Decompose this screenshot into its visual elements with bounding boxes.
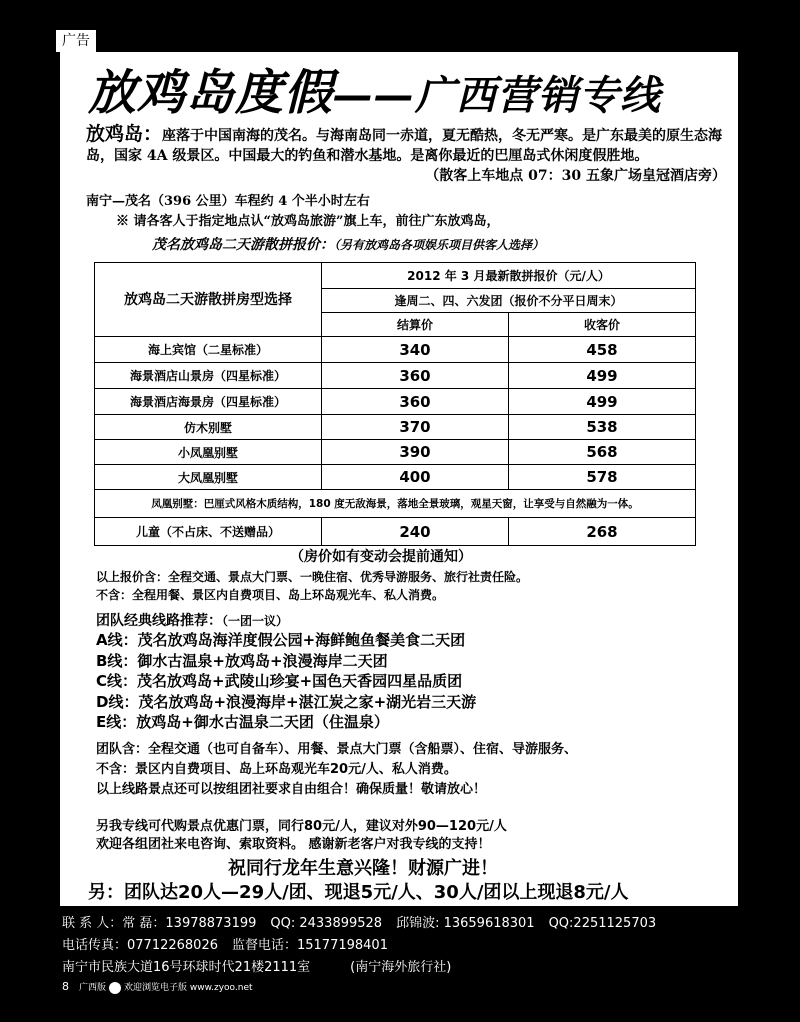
schedule: 逢周二、四、六发团（报价不分平日周末） [394, 294, 623, 308]
retail-price: 458 [508, 337, 695, 363]
col-settle: 结算价 [322, 313, 509, 337]
table-row [95, 389, 696, 415]
recommend-note: （一团一议） [222, 614, 289, 628]
price-header-cell [322, 263, 696, 289]
settle-price: 390 [322, 440, 509, 465]
page-number: 8 [62, 980, 69, 993]
ad-panel [60, 52, 738, 906]
price-table [94, 262, 696, 546]
intro-boarding: （散客上车地点 07：30 五象广场皇冠酒店旁） [425, 168, 726, 184]
contact-qq2: QQ:2251125703 [548, 916, 657, 931]
excludes-text: 不含：全程用餐、景区内自费项目、岛上环岛观光车、私人消费。 [96, 588, 445, 602]
table-row [95, 440, 696, 465]
table-row [95, 465, 696, 490]
room-name: 海景酒店海景房（四星标准） [95, 389, 322, 415]
col-retail: 收客价 [508, 313, 695, 337]
notice-line: ※ 请各客人于指定地点认“放鸡岛旅游”旗上车，前往广东放鸡岛， [116, 214, 500, 229]
ad-tag: 广告 [56, 30, 96, 52]
room-header: 放鸡岛二天游散拼房型选择 [124, 291, 292, 308]
edition-label: 广西版 [79, 983, 107, 993]
team-free-combine: 以上线路景点还可以按组团社要求自由组合！确保质量！敬请放心！ [96, 782, 487, 797]
route-line-a: A线：茂名放鸡岛海洋度假公园+海鲜鲍鱼餐美食二天团 [96, 631, 466, 649]
retail-price: 499 [508, 389, 695, 415]
schedule-cell [322, 289, 696, 313]
table-row [95, 415, 696, 440]
recommend-title: 团队经典线路推荐： [96, 613, 222, 629]
retail-price: 568 [508, 440, 695, 465]
publication-logo-icon [109, 982, 121, 994]
room-name: 海上宾馆（二星标准） [95, 337, 322, 363]
route-line-e: E线：放鸡岛+御水古温泉二天团（住温泉） [96, 713, 389, 732]
route-lines [96, 630, 476, 733]
title-dash: —— [333, 73, 416, 119]
retail-price: 538 [508, 415, 695, 440]
table-row [95, 363, 696, 389]
table-title-sub: （另有放鸡岛各项娱乐项目供客人选择） [334, 238, 545, 252]
table-title [152, 234, 544, 254]
contact-row-3 [62, 956, 451, 975]
room-name: 小凤凰别墅 [95, 440, 322, 465]
settle-price: 340 [322, 337, 509, 363]
settle-price: 360 [322, 363, 509, 389]
recommend-heading [96, 610, 288, 630]
room-name: 大凤凰别墅 [95, 465, 322, 490]
intro-lead: 放鸡岛： [86, 123, 163, 145]
settle-price: 370 [322, 415, 509, 440]
contact-secondary: 邱锦波: 13659618301 [396, 916, 535, 931]
contact-primary: 联 系 人：常 磊：13978873199 [62, 916, 257, 931]
route-line-c: C线：茂名放鸡岛+武陵山珍宴+国色天香园四星品质团 [96, 672, 463, 691]
team-excludes: 不含：景区内自费项目、岛上环岛观光车20元/人、私人消费。 [96, 762, 457, 777]
contact-fax: 电话传真：07712268026 [62, 938, 218, 953]
villa-note: 凤凰别墅：巴厘式风格木质结构，180 度无敌海景，落地全景玻璃，观星天窗，让享受与自然融为一体。 [95, 490, 696, 518]
change-note: （房价如有变动会提前通知） [290, 549, 472, 565]
room-name: 仿木别墅 [95, 415, 322, 440]
settle-price: 360 [322, 389, 509, 415]
slogan: 欢迎浏览电子版 www.zyoo.net [124, 983, 253, 993]
team-terms [96, 740, 577, 800]
route-line-b: B线：御水古温泉+放鸡岛+浪漫海岸二天团 [96, 651, 388, 670]
contact-qq1: QQ: 2433899528 [270, 916, 383, 931]
agency-welcome: 欢迎各组团社来电咨询、索取资料。 感谢新老客户对我专线的支持！ [96, 837, 491, 852]
table-row-child [95, 518, 696, 546]
child-settle-price: 240 [322, 518, 509, 546]
title-sub: 广西营销专线 [415, 73, 662, 119]
contact-address: 南宁市民族大道16号环球时代21楼2111室 [62, 960, 311, 975]
contact-row-1 [62, 912, 656, 931]
settle-price: 400 [322, 465, 509, 490]
agency-note [96, 818, 507, 854]
child-name: 儿童（不占床、不送赠品） [95, 518, 322, 546]
table-title-main: 茂名放鸡岛二天游散拼报价： [152, 237, 334, 253]
route-line-d: D线：茂名放鸡岛+浪漫海岸+湛江炭之家+湖光岩三天游 [96, 692, 477, 711]
retail-price: 578 [508, 465, 695, 490]
contact-company: (南宁海外旅行社) [350, 960, 452, 975]
retail-price: 499 [508, 363, 695, 389]
room-header-cell [95, 263, 322, 337]
room-name: 海景酒店山景房（四星标准） [95, 363, 322, 389]
table-row [95, 337, 696, 363]
intro-text: 座落于中国南海的茂名。与海南岛同一赤道，夏无酷热，冬无严寒。是广东最美的原生态海岛，国家 4A 级景区。中国最大的钓鱼和潜水基地。是离你最近的巴厘岛式休闲度假胜地。 [86, 128, 723, 164]
team-includes: 团队含：全程交通（也可自备车）、用餐、景点大门票（含船票）、住宿、导游服务、 [96, 742, 578, 757]
price-header: 2012 年 3 月最新散拼报价（元/人） [407, 269, 610, 283]
route-line: 南宁—茂名（396 公里）车程约 4 个半小时左右 [86, 194, 370, 209]
blessing: 祝同行龙年生意兴隆！财源广进！ [228, 858, 498, 879]
title-main: 放鸡岛度假 [88, 65, 334, 121]
contact-supervise: 监督电话：15177198401 [231, 938, 388, 953]
bottom-bar [62, 980, 253, 994]
contact-row-2 [62, 934, 388, 953]
child-retail-price: 268 [508, 518, 695, 546]
agency-ticket: 另我专线可代购景点优惠门票，同行80元/人，建议对外90—120元/人 [96, 819, 507, 834]
includes-text: 以上报价含：全程交通、景点大门票、一晚住宿、优秀导游服务、旅行社责任险。 [96, 570, 529, 584]
intro-paragraph [86, 124, 726, 186]
discount-note: 另：团队达20人—29人/团、现退5元/人、30人/团以上现退8元/人 [88, 882, 629, 903]
page-title [88, 60, 718, 126]
